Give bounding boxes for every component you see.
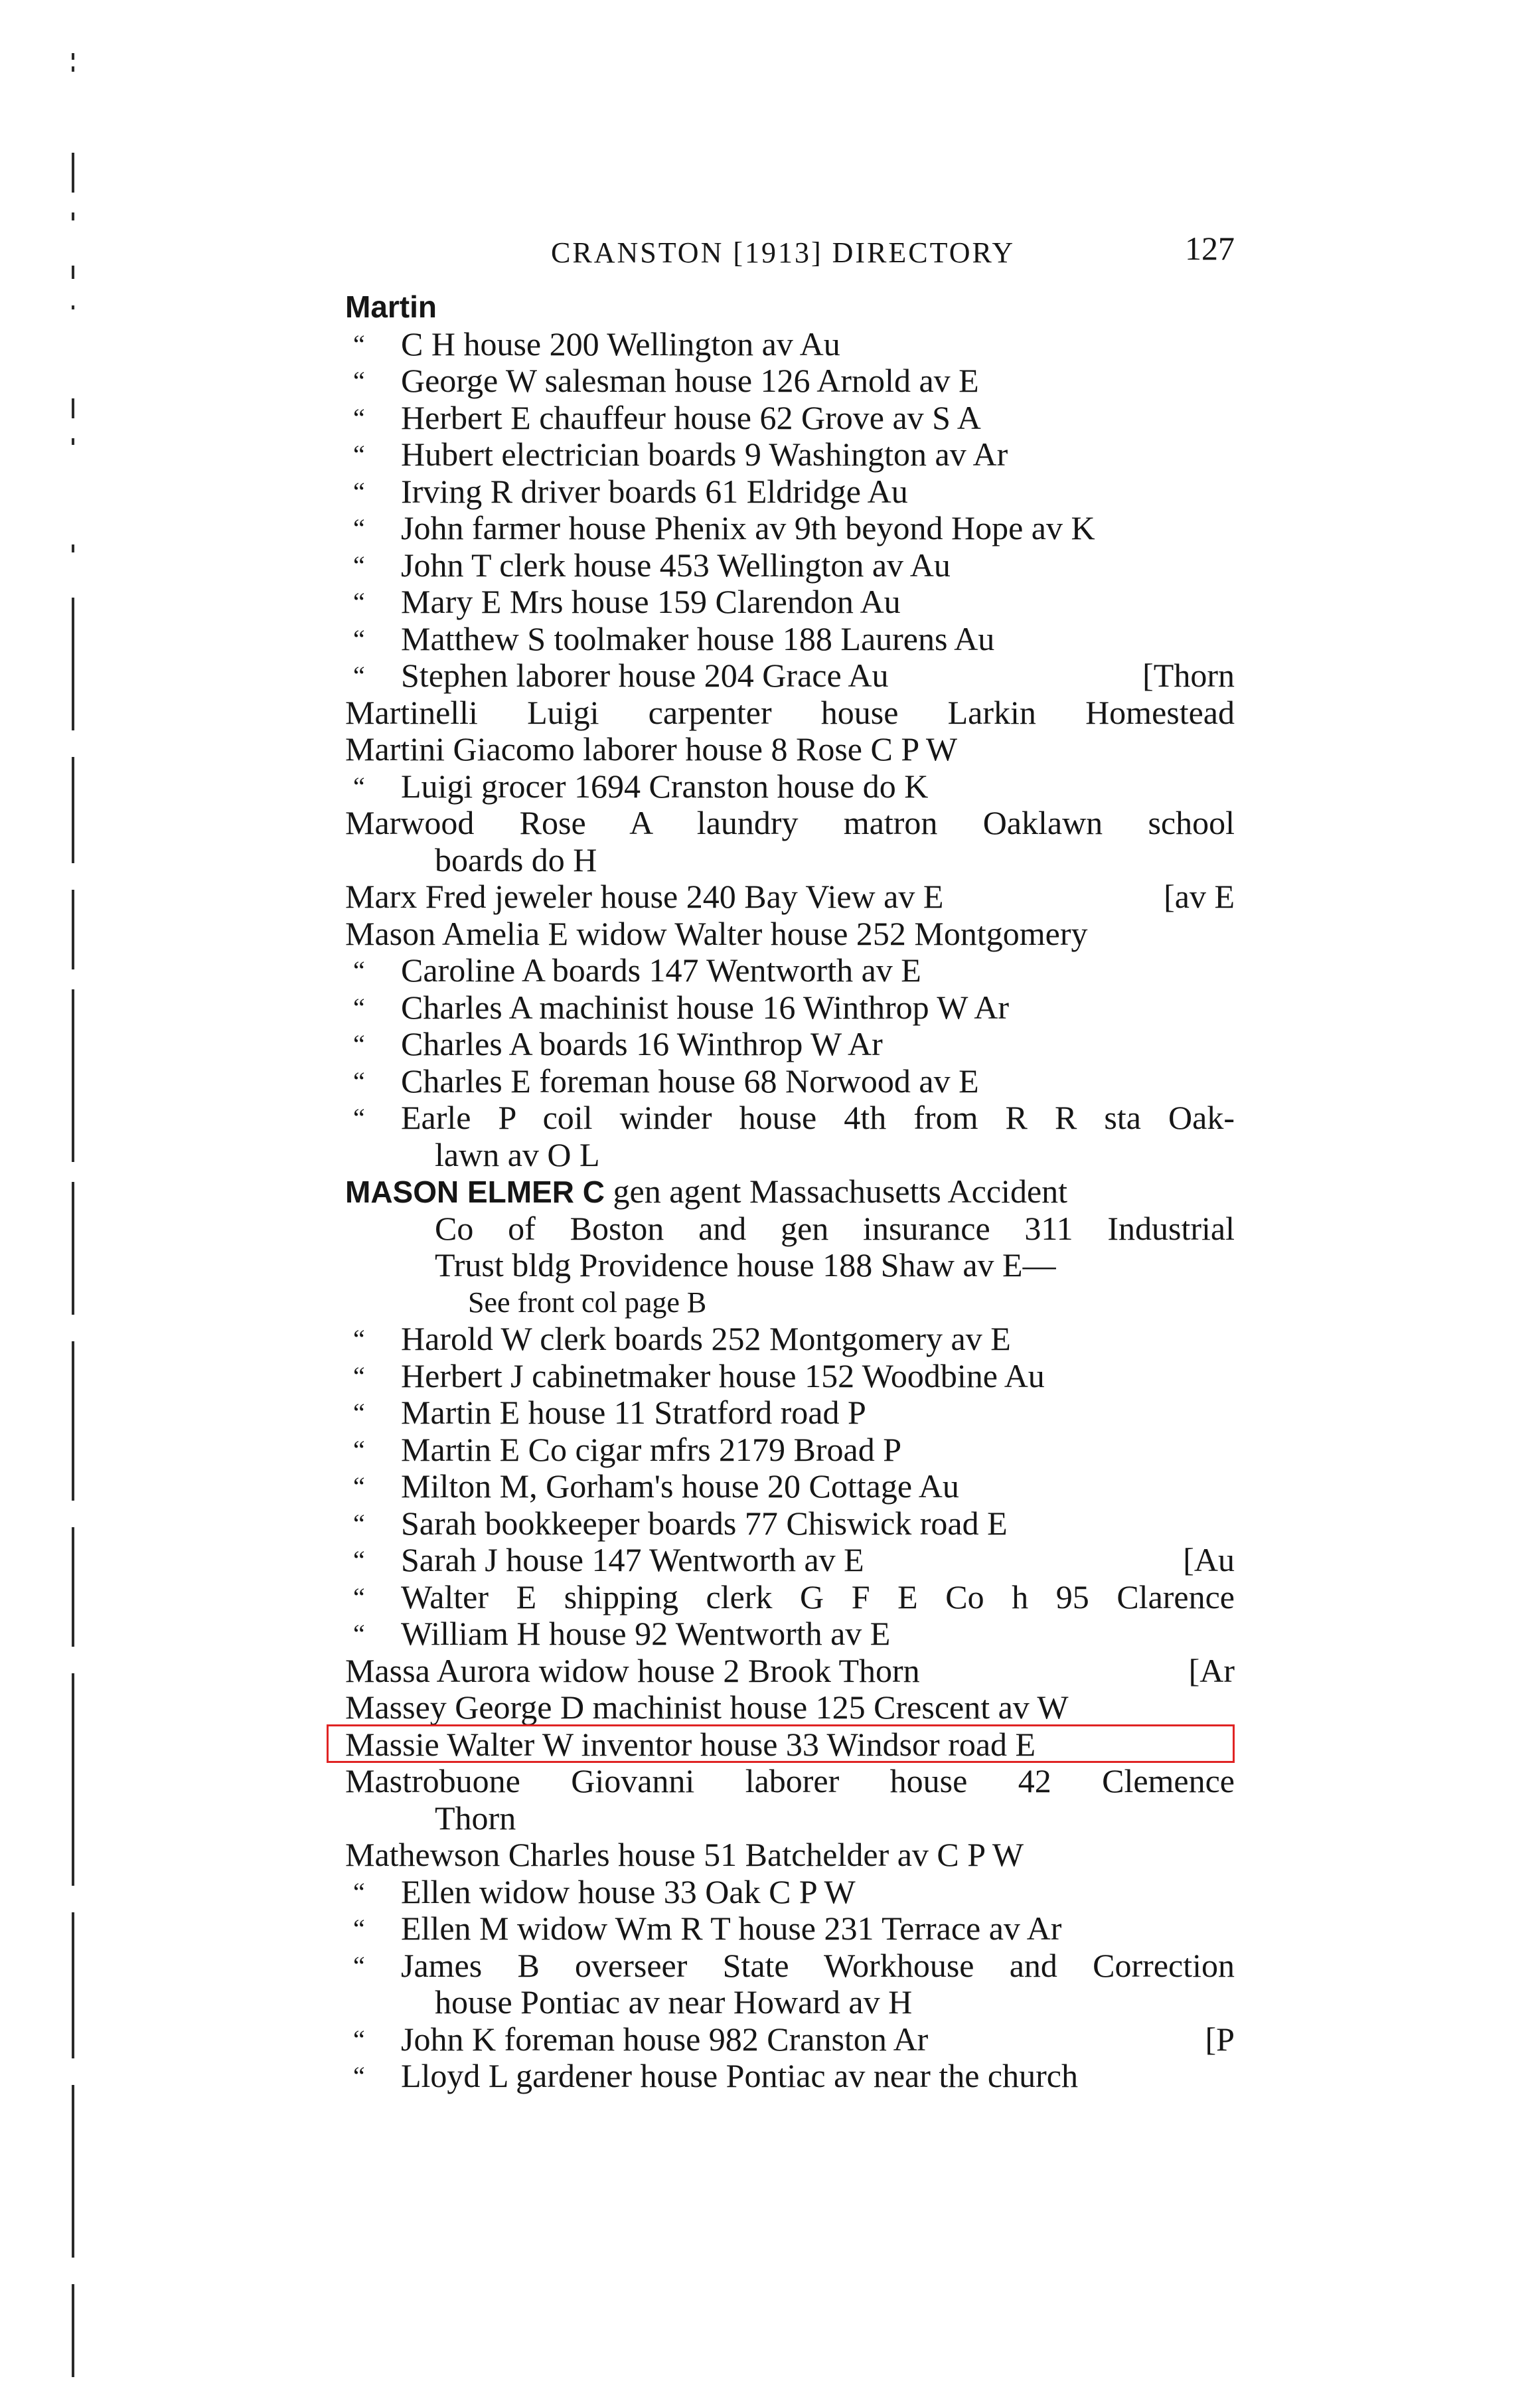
ditto-mark: “ (353, 366, 365, 396)
entry-text: Mason Amelia E widow Walter house 252 Montgomery (345, 914, 1088, 952)
entry-text: Herbert J cabinetmaker house 152 Woodbine Au (401, 1357, 1045, 1394)
ditto-mark: “ (353, 1508, 365, 1538)
directory-entry (345, 657, 1235, 695)
section-heading: Martin (345, 290, 437, 324)
ditto-mark: “ (353, 1066, 365, 1096)
entry-text: boards do H (435, 841, 597, 878)
entry-text: Massey George D machinist house 125 Crescent av W (345, 1689, 1069, 1726)
directory-entry (345, 1284, 1235, 1321)
entry-text: Mathewson Charles house 51 Batchelder av C P W (345, 1836, 1024, 1873)
entry-text: John K foreman house 982 Cranston Ar (401, 2020, 929, 2058)
ditto-mark: “ (353, 771, 365, 801)
entry-text: Martinelli Luigi carpenter house Larkin Homestead (345, 693, 1235, 731)
page-number: 127 (1185, 230, 1235, 267)
entry-text: Hubert electrician boards 9 Washington av Ar (401, 436, 1008, 473)
directory-entry (345, 363, 1235, 400)
directory-entry (345, 2021, 1235, 2058)
entry-text: Herbert E chauffeur house 62 Grove av S A (401, 398, 981, 436)
entry-text: Mary E Mrs house 159 Clarendon Au (401, 583, 901, 620)
directory-entry (345, 842, 1235, 879)
ditto-mark: “ (353, 1471, 365, 1501)
directory-entry (345, 805, 1235, 842)
entry-text: Charles E foreman house 68 Norwood av E (401, 1062, 979, 1100)
entry-text: gen agent Massachusetts Accident (613, 1173, 1068, 1210)
directory-entry (345, 1542, 1235, 1579)
directory-entry (345, 1984, 1235, 2021)
entry-text: Caroline A boards 147 Wentworth av E (401, 952, 921, 989)
entry-text: Trust bldg Providence house 188 Shaw av E— (435, 1246, 1056, 1284)
entry-text: Mastrobuone Giovanni laborer house 42 Clemence (345, 1762, 1235, 1799)
directory-entry (345, 1948, 1235, 1985)
ditto-mark: “ (353, 1434, 365, 1465)
ditto-mark: “ (353, 402, 365, 433)
entry-text: Stephen laborer house 204 Grace Au (401, 657, 889, 694)
entry-text: Harold W clerk boards 252 Montgomery av E (401, 1320, 1011, 1357)
directory-entry (345, 1505, 1235, 1542)
ditto-mark: “ (353, 1029, 365, 1059)
wrapped-fragment: [Au (1183, 1541, 1235, 1578)
ditto-mark: “ (353, 476, 365, 507)
directory-entry (345, 1100, 1235, 1137)
entry-text: See front col page B (468, 1285, 707, 1319)
directory-entry (345, 436, 1235, 473)
ditto-mark: “ (353, 513, 365, 543)
directory-entries (345, 289, 1235, 2095)
entry-text: lawn av O L (435, 1135, 600, 1173)
directory-entry (345, 547, 1235, 584)
entry-text: William H house 92 Wentworth av E (401, 1615, 891, 1652)
ditto-mark: “ (353, 1619, 365, 1649)
entry-text: Luigi grocer 1694 Cranston house do K (401, 767, 929, 805)
entry-text: James B overseer State Workhouse and Correction (401, 1946, 1235, 1984)
entry-text: John T clerk house 453 Wellington av Au (401, 546, 951, 584)
directory-entry (345, 1800, 1235, 1837)
ditto-mark: “ (353, 623, 365, 654)
entry-text: John farmer house Phenix av 9th beyond Hope av K (401, 509, 1095, 546)
entry-text: Lloyd L gardener house Pontiac av near the church (401, 2057, 1078, 2094)
entry-text: Sarah J house 147 Wentworth av E (401, 1541, 864, 1578)
entry-text: Massie Walter W inventor house 33 Windsor road E (345, 1725, 1036, 1763)
ditto-mark: “ (353, 329, 365, 359)
directory-entry (345, 952, 1235, 989)
directory-entry (345, 916, 1235, 953)
entry-text: house Pontiac av near Howard av H (435, 1983, 913, 2021)
entry-text: Matthew S toolmaker house 188 Laurens Au (401, 620, 995, 657)
entry-text: Charles A machinist house 16 Winthrop W Ar (401, 988, 1009, 1026)
ditto-mark: “ (353, 2061, 365, 2091)
directory-entry (345, 695, 1235, 732)
directory-entry (345, 1689, 1235, 1726)
directory-entry (345, 1468, 1235, 1505)
directory-entry (345, 878, 1235, 916)
entry-text: Earle P coil winder house 4th from R R sta Oak- (401, 1099, 1235, 1136)
entry-text: Martini Giacomo laborer house 8 Rose C P W (345, 730, 958, 768)
entry-text: Co of Boston and gen insurance 311 Industrial (435, 1209, 1235, 1247)
entry-text: Sarah bookkeeper boards 77 Chiswick road E (401, 1504, 1008, 1542)
directory-entry (345, 989, 1235, 1027)
directory-entry (345, 1910, 1235, 1948)
ditto-mark: “ (353, 955, 365, 985)
entry-name-bold: MASON ELMER C (345, 1175, 605, 1209)
entry-text: Martin E house 11 Stratford road P (401, 1394, 866, 1431)
ditto-mark: “ (353, 992, 365, 1023)
entry-text: Ellen M widow Wm R T house 231 Terrace av Ar (401, 1910, 1062, 1947)
directory-entry (345, 1579, 1235, 1616)
directory-entry (345, 473, 1235, 511)
ditto-mark: “ (353, 1914, 365, 1944)
ditto-mark: “ (353, 1582, 365, 1612)
entry-text: Milton M, Gorham's house 20 Cottage Au (401, 1467, 959, 1505)
ditto-mark: “ (353, 1545, 365, 1575)
directory-entry (345, 326, 1235, 363)
directory-entry (345, 731, 1235, 768)
wrapped-fragment: [P (1205, 2020, 1235, 2058)
directory-entry (345, 1173, 1235, 1210)
entry-text: Thorn (435, 1799, 516, 1837)
directory-entry (345, 1616, 1235, 1653)
ditto-mark: “ (353, 550, 365, 580)
directory-entry (345, 1837, 1235, 1874)
directory-entry (345, 1653, 1235, 1690)
ditto-mark: “ (353, 1324, 365, 1354)
binding-edge-marks (70, 40, 77, 2404)
directory-entry (345, 1026, 1235, 1063)
directory-entry (345, 510, 1235, 547)
directory-entry (345, 621, 1235, 658)
entry-text: Ellen widow house 33 Oak C P W (401, 1872, 856, 1910)
directory-entry (345, 1432, 1235, 1469)
directory-entry (345, 1063, 1235, 1100)
entry-text: Irving R driver boards 61 Eldridge Au (401, 472, 908, 510)
entry-text: Marx Fred jeweler house 240 Bay View av E (345, 878, 944, 915)
ditto-mark: “ (353, 1398, 365, 1428)
ditto-mark: “ (353, 440, 365, 469)
ditto-mark: “ (353, 661, 365, 691)
ditto-mark: “ (353, 1876, 365, 1907)
directory-entry (345, 2058, 1235, 2095)
directory-entry (345, 1763, 1235, 1800)
entry-text: Walter E shipping clerk G F E Co h 95 Clarence (401, 1578, 1235, 1616)
highlight-box (327, 1724, 1235, 1763)
entry-text: C H house 200 Wellington av Au (401, 325, 840, 363)
directory-entry (345, 1247, 1235, 1284)
ditto-mark: “ (353, 1103, 365, 1133)
entry-text: Martin E Co cigar mfrs 2179 Broad P (401, 1430, 902, 1468)
ditto-mark: “ (353, 1950, 365, 1981)
page-header (345, 229, 1235, 282)
running-title: CRANSTON [1913] DIRECTORY (551, 236, 1016, 269)
entry-text: Charles A boards 16 Winthrop W Ar (401, 1025, 883, 1062)
directory-entry (345, 400, 1235, 437)
directory-entry (345, 1874, 1235, 1911)
wrapped-fragment: [Thorn (1142, 657, 1235, 694)
directory-entry (345, 1394, 1235, 1432)
directory-entry (345, 1321, 1235, 1358)
directory-entry (345, 1137, 1235, 1174)
directory-entry (345, 1358, 1235, 1395)
directory-entry (345, 584, 1235, 621)
wrapped-fragment: [av E (1164, 878, 1235, 915)
ditto-mark: “ (353, 2024, 365, 2054)
entry-text: Massa Aurora widow house 2 Brook Thorn (345, 1651, 920, 1689)
wrapped-fragment: [Ar (1188, 1651, 1235, 1689)
ditto-mark: “ (353, 1361, 365, 1391)
entry-text: George W salesman house 126 Arnold av E (401, 362, 979, 399)
ditto-mark: “ (353, 587, 365, 617)
directory-entry (345, 768, 1235, 805)
entry-text: Marwood Rose A laundry matron Oaklawn school (345, 804, 1235, 841)
directory-entry (345, 1210, 1235, 1248)
